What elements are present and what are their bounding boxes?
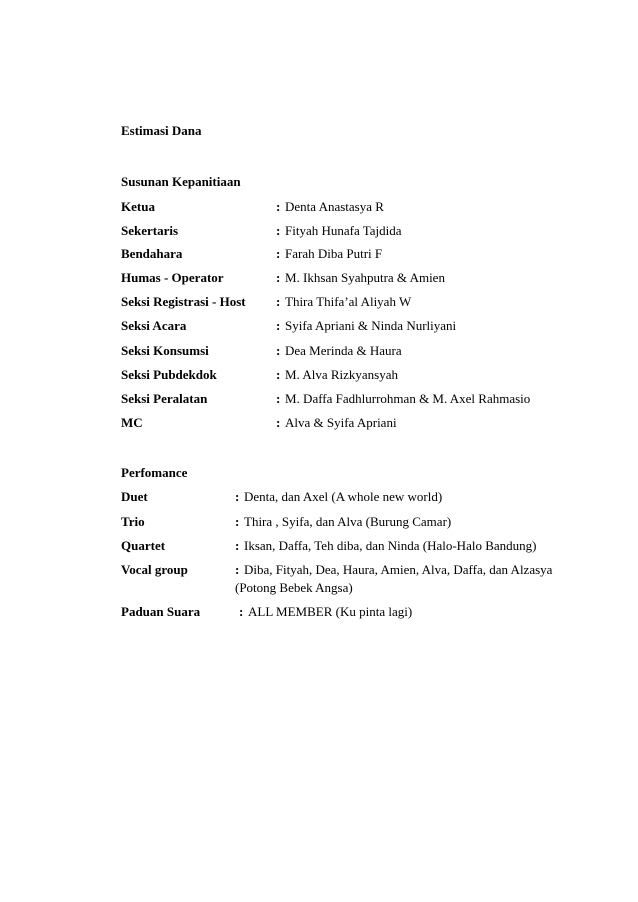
committee-member: Alva & Syifa Apriani [285, 415, 397, 430]
colon: : [276, 415, 281, 430]
performance-type: Trio [121, 514, 145, 529]
performance-type: Quartet [121, 538, 166, 553]
performance-detail: Iksan, Daffa, Teh diba, dan Ninda (Halo-Halo Bandung) [244, 538, 537, 553]
colon: : [235, 538, 240, 553]
committee-role: Ketua [121, 199, 155, 214]
committee-member: Syifa Apriani & Ninda Nurliyani [285, 318, 457, 333]
estimasi-dana-heading: Estimasi Dana [121, 123, 202, 138]
committee-role: MC [121, 415, 143, 430]
colon: : [235, 562, 240, 577]
committee-member: Thira Thifa’al Aliyah W [285, 294, 412, 309]
colon: : [276, 343, 281, 358]
performance-type: Duet [121, 489, 148, 504]
committee-member: Farah Diba Putri F [285, 246, 383, 261]
performance-type: Vocal group [121, 562, 188, 577]
colon: : [276, 270, 281, 285]
committee-role: Sekertaris [121, 223, 179, 238]
performance-detail: ALL MEMBER (Ku pinta lagi) [248, 604, 413, 619]
committee-role: Humas - Operator [121, 270, 224, 285]
committee-member: Denta Anastasya R [285, 199, 384, 214]
colon: : [235, 514, 240, 529]
colon: : [239, 604, 244, 619]
committee-role: Bendahara [121, 246, 183, 261]
committee-role: Seksi Pubdekdok [121, 367, 217, 382]
performance-detail: Diba, Fityah, Dea, Haura, Amien, Alva, Daffa, dan Alzasya [244, 562, 553, 577]
colon: : [235, 489, 240, 504]
committee-member: M. Alva Rizkyansyah [285, 367, 399, 382]
committee-member: Dea Merinda & Haura [285, 343, 402, 358]
performance-detail-continued: (Potong Bebek Angsa) [235, 580, 353, 595]
colon: : [276, 367, 281, 382]
susunan-kepanitiaan-heading: Susunan Kepanitiaan [121, 174, 241, 189]
colon: : [276, 199, 281, 214]
committee-role: Seksi Registrasi - Host [121, 294, 246, 309]
colon: : [276, 318, 281, 333]
colon: : [276, 246, 281, 261]
committee-role: Seksi Konsumsi [121, 343, 209, 358]
colon: : [276, 294, 281, 309]
performance-detail: Denta, dan Axel (A whole new world) [244, 489, 443, 504]
committee-member: M. Ikhsan Syahputra & Amien [285, 270, 445, 285]
perfomance-heading: Perfomance [121, 465, 188, 480]
committee-member: Fityah Hunafa Tajdida [285, 223, 402, 238]
committee-role: Seksi Acara [121, 318, 187, 333]
performance-type: Paduan Suara [121, 604, 201, 619]
committee-member: M. Daffa Fadhlurrohman & M. Axel Rahmasio [285, 391, 531, 406]
performance-detail: Thira , Syifa, dan Alva (Burung Camar) [244, 514, 452, 529]
colon: : [276, 223, 281, 238]
committee-role: Seksi Peralatan [121, 391, 208, 406]
colon: : [276, 391, 281, 406]
